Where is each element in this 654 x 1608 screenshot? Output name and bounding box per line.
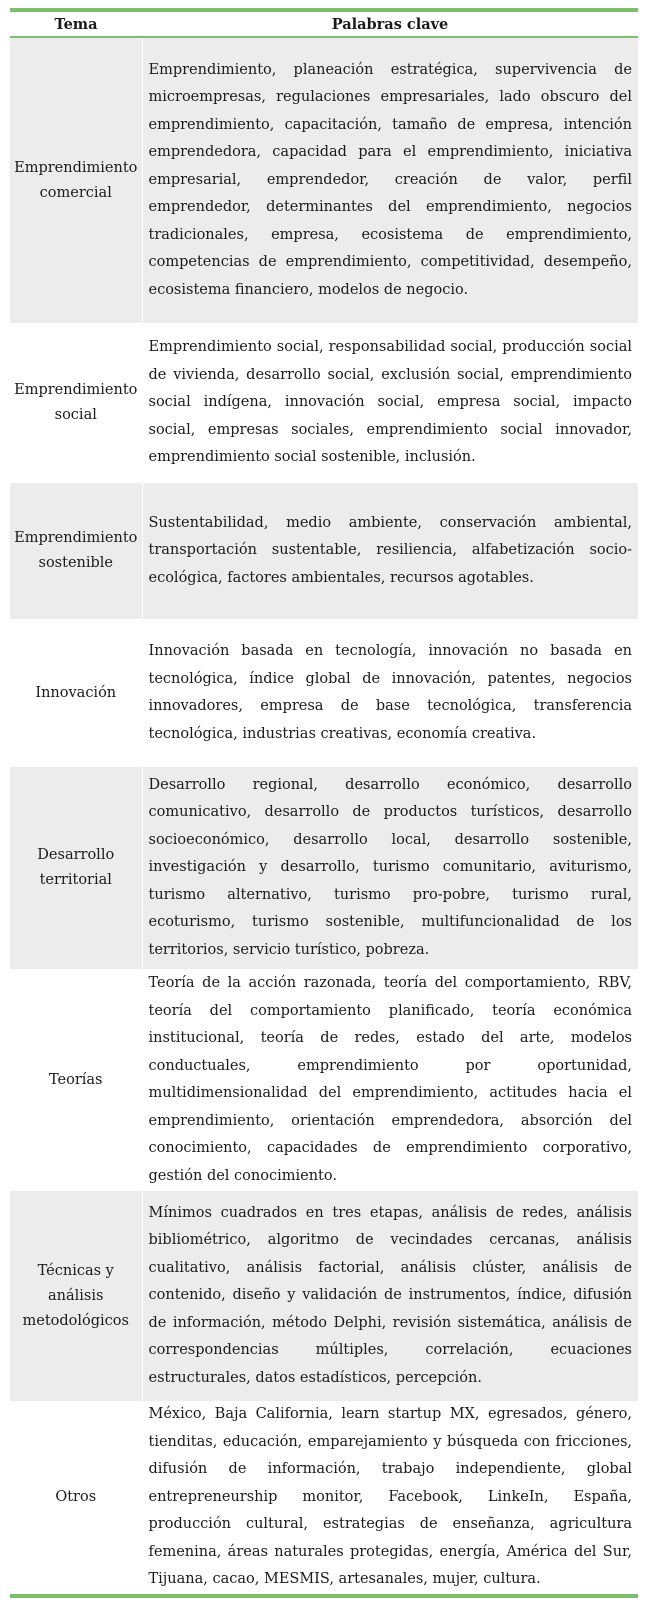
table-row [10,1401,638,1596]
keywords-table [10,8,638,1598]
keywords-table-container [10,8,638,1598]
table-row [10,969,638,1191]
table-row [10,767,638,969]
row-palabras-clave: Innovación basada en tecnología, innovación no basada en tecnológica, índice global de innovación, patentes, negocios innovadores, empresa de base tecnológica, transferencia tecnológica, industrias creativas, economía creativa. [142,619,638,767]
row-tema: Desarrollo territorial [10,767,142,969]
table-row [10,1191,638,1401]
row-palabras-clave: Desarrollo regional, desarrollo económico, desarrollo comunicativo, desarrollo de productos turísticos, desarrollo socioeconómico, desarrollo local, desarrollo sostenible, investigación y desarrollo, turismo comunitario, aviturismo, turismo alternativo, turismo pro-pobre, turismo rural, ecoturismo, turismo sostenible, multifuncionalidad de los territorios, servicio turístico, pobreza. [142,767,638,969]
row-palabras-clave: México, Baja California, learn startup MX, egresados, género, tienditas, educación, emparejamiento y búsqueda con fricciones, difusión de información, trabajo independiente, global entrepreneurship monitor, Facebook, LinkeIn, España, producción cultural, estrategias de enseñanza, agricultura femenina, áreas naturales protegidas, energía, América del Sur, Tijuana, cacao, MESMIS, artesanales, mujer, cultura. [142,1401,638,1596]
row-tema: Emprendimiento comercial [10,37,142,323]
row-tema: Emprendimiento social [14,382,138,423]
table-row [10,483,638,619]
row-tema: Otros [55,1488,97,1505]
row-palabras-clave: Sustentabilidad, medio ambiente, conservación ambiental, transportación sustentable, resiliencia, alfabetización socio-ecológica, factores ambientales, recursos agotables. [142,483,638,619]
header-tema: Tema [10,10,142,37]
header-palabras-clave: Palabras clave [142,10,638,37]
row-tema: Técnicas y análisis metodológicos [10,1191,142,1401]
row-tema: Emprendimiento sostenible [10,483,142,619]
row-palabras-clave: Mínimos cuadrados en tres etapas, análisis de redes, análisis bibliométrico, algoritmo de vecindades cercanas, análisis cualitativo, análisis factorial, análisis clúster, análisis de contenido, diseño y validación de instrumentos, índice, difusión de información, método Delphi, revisión sistemática, análisis de correspondencias múltiples, correlación, ecuaciones estructurales, datos estadísticos, percepción. [142,1191,638,1401]
table-row [10,323,638,483]
row-palabras-clave: Teoría de la acción razonada, teoría del comportamiento, RBV, teoría del comportamiento planificado, teoría económica institucional, teoría de redes, estado del arte, modelos conductuales, emprendimiento por oportunidad, multidimensionalidad del emprendimiento, actitudes hacia el emprendimiento, orientación emprendedora, absorción del conocimiento, capacidades de emprendimiento corporativo, gestión del conocimiento. [142,969,638,1191]
row-tema: Teorías [48,1071,103,1088]
row-palabras-clave: Emprendimiento, planeación estratégica, supervivencia de microempresas, regulaciones empresariales, lado obscuro del emprendimiento, capacitación, tamaño de empresa, intención emprendedora, capacidad para el emprendimiento, iniciativa empresarial, emprendedor, creación de valor, perfil emprendedor, determinantes del emprendimiento, negocios tradicionales, empresa, ecosistema de emprendimiento, competencias de emprendimiento, competitividad, desempeño, ecosistema financiero, modelos de negocio. [142,37,638,323]
row-tema: Innovación [35,684,117,701]
table-row [10,619,638,767]
table-row [10,37,638,323]
row-palabras-clave: Emprendimiento social, responsabilidad social, producción social de vivienda, desarrollo social, exclusión social, emprendimiento social indígena, innovación social, empresa social, impacto social, empresas sociales, emprendimiento social innovador, emprendimiento social sostenible, inclusión. [142,323,638,483]
table-header-row [10,10,638,37]
